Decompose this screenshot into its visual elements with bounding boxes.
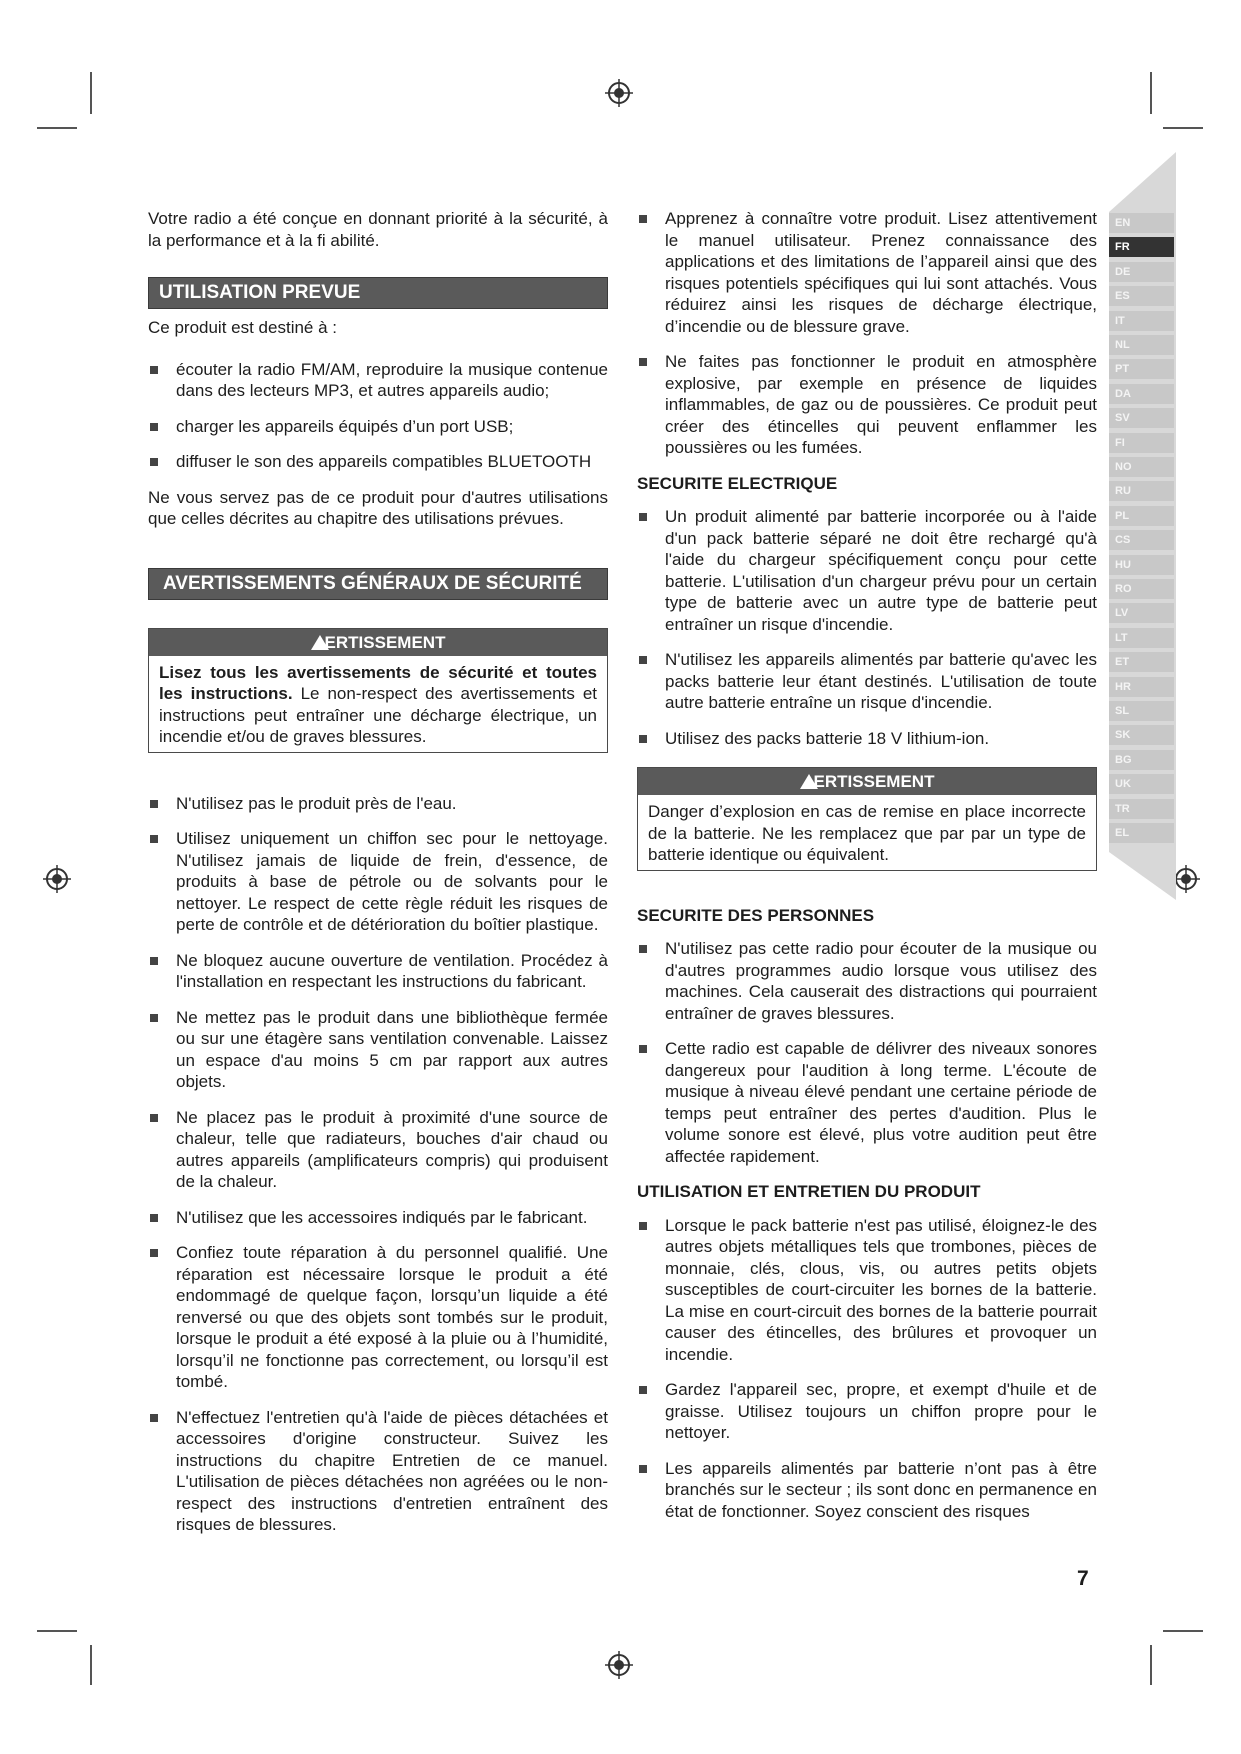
page-number: 7 — [1077, 1567, 1089, 1590]
language-tab-da[interactable]: DA — [1109, 384, 1174, 404]
intended-use-list — [148, 359, 608, 473]
language-tab-ro[interactable]: RO — [1109, 579, 1174, 599]
warning-box-body — [149, 656, 607, 752]
list-item: charger les appareils équipés d’un port USB; — [148, 416, 608, 438]
crop-mark — [90, 72, 92, 114]
heading-personal-safety: SECURITE DES PERSONNES — [637, 905, 875, 925]
list-item: Ne bloquez aucune ouverture de ventilation. Procédez à l'installation en respectant les instructions du fabricant. — [148, 950, 608, 993]
language-tab-bg[interactable]: BG — [1109, 750, 1174, 770]
warning-box-header — [638, 768, 1096, 795]
language-tab-de[interactable]: DE — [1109, 262, 1174, 282]
language-tab-no[interactable]: NO — [1109, 457, 1174, 477]
language-tab-uk[interactable]: UK — [1109, 774, 1174, 794]
intro-paragraph: Votre radio a été conçue en donnant priorité à la sécurité, à la performance et à la fi abilité. — [148, 209, 608, 250]
warning-triangle-icon — [800, 774, 818, 789]
left-column — [148, 208, 608, 1550]
list-item: N'utilisez pas le produit près de l'eau. — [148, 793, 608, 815]
right-intro-list — [637, 208, 1097, 459]
warning-triangle-icon — [311, 635, 329, 650]
list-item: diffuser le son des appareils compatibles BLUETOOTH — [148, 451, 608, 473]
list-item: Ne faites pas fonctionner le produit en atmosphère explosive, par exemple en présence de liquides inflammables, de gaz ou de poussières. Ce produit peut créer des étincelles qui peuvent enflammer les poussières ou les fumées. — [637, 351, 1097, 459]
list-item: N'effectuez l'entretien qu'à l'aide de pièces détachées et accessoires d'origine constructeur. Suivez les instructions du chapitre Entretien de ce manuel. L'utilisation de pièces détachées non agréées ou le non-respect des instructions d'entretien entraînent des risques de blessures. — [148, 1407, 608, 1536]
language-tab-fi[interactable]: FI — [1109, 433, 1174, 453]
language-tab-en[interactable]: EN — [1109, 213, 1174, 233]
warning-box-body: Danger d’explosion en cas de remise en place incorrecte de la batterie. Ne les remplacez que par par un type de batterie identique ou équivalent. — [648, 802, 1086, 864]
crop-mark — [1150, 72, 1152, 114]
warning-box — [637, 767, 1097, 871]
warning-box-heading: ERTISSEMENT — [324, 632, 446, 652]
list-item: Un produit alimenté par batterie incorporée ou à l'aide d'un pack batterie séparé ne doit être rechargé qu'à l'aide du chargeur spécifiquement conçu pour cette batterie. L'utilisation d'un chargeur prévu pour un certain type de batterie avec un autre type de batterie peut entraîner un risque d'incendie. — [637, 506, 1097, 635]
registration-mark-icon — [42, 864, 72, 894]
list-item: Lorsque le pack batterie n'est pas utilisé, éloignez-le des autres objets métalliques tels que trombones, pièces de monnaie, clés, clous, vis, ou autres petits objets susceptibles de court-circuiter les bornes de la batterie. La mise en court-circuit des bornes de la batterie pourrait causer des étincelles, des brûlures et provoquer un incendie. — [637, 1215, 1097, 1366]
warning-text: Le non-respect des avertissements et instructions peut entraîner une décharge électrique, un incendie et/ou de graves blessures. — [159, 684, 597, 746]
crop-mark — [1163, 127, 1203, 129]
section-bar-general-warnings: AVERTISSEMENTS GÉNÉRAUX DE SÉCURITÉ — [148, 568, 608, 600]
warning-box-heading: ERTISSEMENT — [813, 772, 935, 791]
warning-box-header — [149, 629, 607, 656]
product-use-list — [637, 1215, 1097, 1523]
list-item: Apprenez à connaître votre produit. Lisez attentivement le manuel utilisateur. Prenez connaissance des applications et des limitations de l’appareil ainsi que des risques potentiels spécifiques qui lui sont attachés. Vous réduirez ainsi les risques de décharge électrique, d’incendie ou de blessure grave. — [637, 208, 1097, 337]
intended-use-lead: Ce produit est destiné à : — [148, 318, 338, 337]
language-tab-sk[interactable]: SK — [1109, 725, 1174, 745]
list-item: N'utilisez que les accessoires indiqués par le fabricant. — [148, 1207, 608, 1229]
language-tab-fr[interactable]: FR — [1109, 237, 1174, 257]
list-item: Gardez l'appareil sec, propre, et exempt d'huile et de graisse. Utilisez toujours un chiffon propre pour le nettoyer. — [637, 1379, 1097, 1444]
list-item: écouter la radio FM/AM, reproduire la musique contenue dans des lecteurs MP3, et autres appareils audio; — [148, 359, 608, 402]
right-column — [637, 208, 1097, 1536]
crop-mark — [1163, 1630, 1203, 1632]
list-item: Utilisez uniquement un chiffon sec pour le nettoyage. N'utilisez jamais de liquide de frein, d'essence, de produits à base de pétrole ou de solvants pour le nettoyer. Le respect de cette règle réduit les risques de perte de contrôle et de détérioration du boîtier plastique. — [148, 828, 608, 936]
intended-use-note: Ne vous servez pas de ce produit pour d'autres utilisations que celles décrites au chapitre des utilisations prévues. — [148, 487, 608, 528]
list-item: Utilisez des packs batterie 18 V lithium-ion. — [637, 728, 1097, 750]
language-tab-es[interactable]: ES — [1109, 286, 1174, 306]
list-item: N'utilisez pas cette radio pour écouter de la musique ou d'autres programmes audio lorsque vous utilisez des machines. Cela causerait des distractions qui pourraient entraîner de graves blessures. — [637, 938, 1097, 1024]
language-tab-tr[interactable]: TR — [1109, 799, 1174, 819]
crop-mark — [37, 127, 77, 129]
language-tab-lt[interactable]: LT — [1109, 628, 1174, 648]
language-tab-it[interactable]: IT — [1109, 311, 1174, 331]
heading-electrical-safety: SECURITE ELECTRIQUE — [637, 473, 838, 493]
crop-mark — [37, 1630, 77, 1632]
list-item: Confiez toute réparation à du personnel qualifié. Une réparation est nécessaire lorsque le produit a été endommagé de quelque façon, lorsqu’un liquide a été renversé ou que des objets sont tombés sur le produit, lorsque le produit a été exposé à la pluie ou à l’humidité, lorsqu’il ne fonctionne pas correctement, ou lorsqu’il est tombé. — [148, 1242, 608, 1393]
personal-safety-list — [637, 938, 1097, 1167]
list-item: Ne mettez pas le produit dans une bibliothèque fermée ou sur une étagère sans ventilation convenable. Laissez un espace d'au moins 5 cm par rapport aux autres objets. — [148, 1007, 608, 1093]
language-tab-sl[interactable]: SL — [1109, 701, 1174, 721]
language-tab-pt[interactable]: PT — [1109, 359, 1174, 379]
language-tab-sv[interactable]: SV — [1109, 408, 1174, 428]
language-tab-el[interactable]: EL — [1109, 823, 1174, 843]
list-item: Ne placez pas le produit à proximité d'une source de chaleur, telle que radiateurs, bouches d'air chaud ou autres appareils (amplificateurs compris) qui produisent de la chaleur. — [148, 1107, 608, 1193]
language-tab-cs[interactable]: CS — [1109, 530, 1174, 550]
heading-product-use: UTILISATION ET ENTRETIEN DU PRODUIT — [637, 1182, 981, 1201]
section-bar-intended-use: UTILISATION PREVUE — [148, 277, 608, 309]
language-tab-hr[interactable]: HR — [1109, 677, 1174, 697]
language-tab-et[interactable]: ET — [1109, 652, 1174, 672]
electrical-safety-list — [637, 506, 1097, 749]
list-item: Cette radio est capable de délivrer des niveaux sonores dangereux pour l'audition à long terme. L'écoute de musique à niveau élevé pendant une certaine période de temps peut entraîner des pertes d'audition. Plus le volume sonore est élevé, plus votre audition peut être affectée rapidement. — [637, 1038, 1097, 1167]
language-tab-ru[interactable]: RU — [1109, 481, 1174, 501]
list-item: N'utilisez les appareils alimentés par batterie qu'avec les packs batterie leur étant destinés. L'utilisation de toute autre batterie entraîne un risque d'incendie. — [637, 649, 1097, 714]
crop-mark — [1150, 1645, 1152, 1685]
language-tab-hu[interactable]: HU — [1109, 555, 1174, 575]
warning-bold-text: Lisez tous les avertissements de sécurité et toutes les instructions. — [159, 662, 597, 703]
language-tab-nl[interactable]: NL — [1109, 335, 1174, 355]
language-tab-lv[interactable]: LV — [1109, 603, 1174, 623]
registration-mark-icon — [604, 1650, 634, 1680]
language-tab-pl[interactable]: PL — [1109, 506, 1174, 526]
language-tab-strip — [1105, 152, 1176, 900]
registration-mark-icon — [604, 78, 634, 108]
list-item: Les appareils alimentés par batterie n’ont pas à être branchés sur le secteur ; ils sont donc en permanence en état de fonctionner. Soyez conscient des risques — [637, 1458, 1097, 1523]
crop-mark — [90, 1645, 92, 1685]
general-warnings-list — [148, 793, 608, 1536]
warning-box — [148, 628, 608, 753]
